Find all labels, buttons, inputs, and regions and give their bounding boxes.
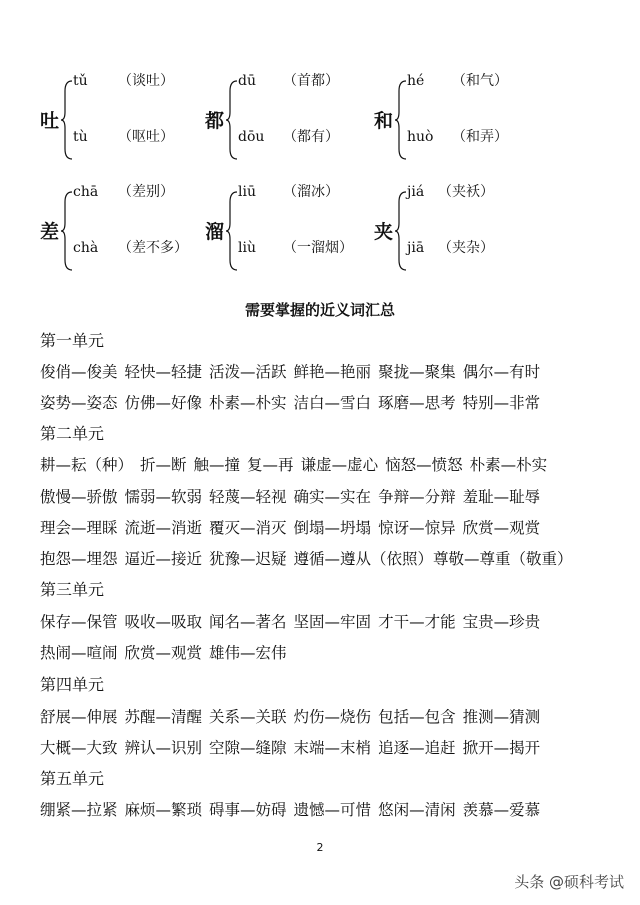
word-pair: 大概—大致 [40, 739, 118, 757]
word-row [40, 706, 540, 728]
brace-icon [226, 79, 238, 161]
brace-icon [226, 190, 238, 272]
pinyin-2: chà [73, 240, 99, 256]
polyphone-char: 溜 [205, 221, 225, 243]
example-word-1: （首都） [283, 73, 339, 89]
word-pair: 争辩—分辩 [378, 488, 456, 506]
word-pair: 懦弱—软弱 [124, 488, 203, 506]
polyphone-char: 和 [374, 110, 394, 132]
word-pair: 灼伤—烧伤 [293, 708, 372, 726]
section-title: 需要掌握的近义词汇总 [244, 301, 395, 319]
word-pair: 仿佛—好像 [124, 394, 203, 412]
example-word-1: （谈吐） [118, 73, 174, 89]
word-pair: 推测—猜测 [462, 708, 541, 726]
brace-icon [61, 190, 73, 272]
word-pair: 偶尔—有时 [462, 363, 541, 381]
unit-heading: 第四单元 [40, 675, 105, 694]
word-pair: 鲜艳—艳丽 [293, 363, 372, 381]
word-pair: 末端—末梢 [293, 739, 372, 757]
word-pair: 理会—理睬 [40, 519, 118, 537]
word-row [40, 611, 540, 633]
word-pair: 活泼—活跃 [209, 363, 287, 381]
example-word-2: （差不多） [118, 240, 188, 256]
word-pair: 逼近—接近 [124, 550, 203, 568]
polyphone-char: 差 [40, 221, 60, 243]
word-pair: 欣赏—观赏 [462, 519, 541, 537]
word-pair: 麻烦—繁琐 [124, 801, 203, 819]
word-pair: 朴素—朴实 [209, 394, 287, 412]
word-pair: 触—撞 [193, 456, 241, 474]
word-row [40, 486, 540, 508]
example-word-1: （差别） [118, 184, 174, 200]
example-word-2: （一溜烟） [283, 240, 353, 256]
word-pair: 追逐—追赶 [378, 739, 456, 757]
word-pair: 朴素—朴实 [469, 456, 548, 474]
example-word-2: （都有） [283, 129, 339, 145]
example-word-2: （呕吐） [118, 129, 174, 145]
word-pair: 倒塌—坍塌 [293, 519, 372, 537]
word-pair: 聚拢—聚集 [378, 363, 456, 381]
brace-icon [61, 79, 73, 161]
pinyin-1: chā [73, 184, 99, 200]
word-pair: 遵循—遵从（依照）尊敬—尊重（敬重） [293, 550, 573, 568]
polyphone-char: 都 [205, 110, 225, 132]
word-pair: 惊讶—惊异 [378, 519, 456, 537]
pinyin-1: dū [238, 73, 256, 89]
word-pair: 才干—才能 [378, 613, 456, 631]
example-word-1: （夹袄） [438, 184, 494, 200]
word-pair: 辨认—识别 [124, 739, 203, 757]
example-word-1: （溜冰） [283, 184, 339, 200]
pinyin-1: jiá [407, 184, 425, 200]
word-pair: 姿势—姿态 [40, 394, 118, 412]
unit-heading: 第一单元 [40, 331, 105, 350]
word-pair: 折—断 [140, 456, 187, 474]
pinyin-2: tù [73, 129, 88, 145]
word-pair: 舒展—伸展 [40, 708, 118, 726]
word-row [40, 737, 540, 759]
word-pair: 洁白—雪白 [293, 394, 372, 412]
page-number: 2 [316, 841, 324, 854]
word-pair: 犹豫—迟疑 [209, 550, 287, 568]
pinyin-1: liū [238, 184, 256, 200]
word-pair: 特别—非常 [462, 394, 541, 412]
word-pair: 流逝—消逝 [124, 519, 203, 537]
word-pair: 覆灭—消灭 [209, 519, 287, 537]
word-row [40, 517, 540, 539]
unit-heading: 第三单元 [40, 580, 105, 599]
word-pair: 苏醒—清醒 [124, 708, 203, 726]
word-pair: 掀开—揭开 [462, 739, 541, 757]
word-pair: 遗憾—可惜 [293, 801, 372, 819]
word-row [40, 361, 540, 383]
word-pair: 恼怒—愤怒 [385, 456, 463, 474]
word-pair: 确实—实在 [293, 488, 372, 506]
word-row [40, 642, 287, 664]
pinyin-2: jiā [407, 240, 425, 256]
pinyin-1: tǔ [73, 73, 88, 89]
example-word-2: （和弄） [452, 129, 508, 145]
word-pair: 空隙—缝隙 [209, 739, 287, 757]
word-pair: 复—再 [247, 456, 294, 474]
polyphone-char: 吐 [40, 110, 60, 132]
unit-heading: 第二单元 [40, 424, 105, 443]
word-row [40, 454, 547, 476]
word-pair: 坚固—牢固 [293, 613, 372, 631]
unit-heading: 第五单元 [40, 769, 105, 788]
brace-icon [395, 79, 407, 161]
pinyin-2: dōu [238, 129, 265, 145]
word-pair: 轻蔑—轻视 [209, 488, 287, 506]
word-pair: 吸收—吸取 [124, 613, 203, 631]
word-pair: 绷紧—拉紧 [40, 801, 118, 819]
example-word-2: （夹杂） [438, 240, 494, 256]
word-pair: 傲慢—骄傲 [40, 488, 118, 506]
word-pair: 宝贵—珍贵 [462, 613, 541, 631]
word-pair: 包括—包含 [378, 708, 456, 726]
word-pair: 抱怨—埋怨 [40, 550, 118, 568]
word-pair: 俊俏—俊美 [40, 363, 118, 381]
polyphone-char: 夹 [374, 221, 394, 243]
word-row [40, 548, 573, 570]
word-pair: 羞耻—耻辱 [462, 488, 541, 506]
word-pair: 碍事—妨碍 [209, 801, 287, 819]
word-pair: 热闹—喧闹 [40, 644, 118, 662]
word-pair: 耕—耘（种） [40, 456, 134, 474]
word-pair: 悠闲—清闲 [378, 801, 456, 819]
word-pair: 琢磨—思考 [378, 394, 456, 412]
pinyin-2: liù [238, 240, 256, 256]
example-word-1: （和气） [452, 73, 508, 89]
word-pair: 羡慕—爱慕 [462, 801, 541, 819]
watermark: 头条 @硕科考试 [514, 873, 624, 891]
word-pair: 关系—关联 [209, 708, 287, 726]
word-row [40, 799, 540, 821]
pinyin-1: hé [407, 73, 425, 89]
word-pair: 雄伟—宏伟 [209, 644, 287, 662]
word-pair: 轻快—轻捷 [124, 363, 203, 381]
word-pair: 闻名—著名 [209, 613, 287, 631]
brace-icon [395, 190, 407, 272]
pinyin-2: huò [407, 129, 434, 145]
word-row [40, 392, 540, 414]
word-pair: 保存—保管 [40, 613, 118, 631]
word-pair: 谦虚—虚心 [300, 456, 379, 474]
word-pair: 欣赏—观赏 [124, 644, 203, 662]
